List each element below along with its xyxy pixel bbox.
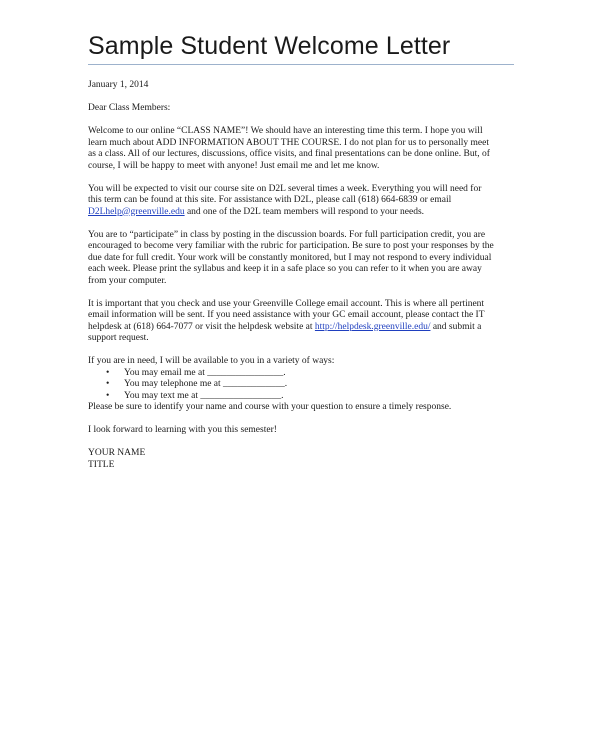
- closing-text: I look forward to learning with you this semester!: [88, 425, 277, 435]
- paragraph-line: [88, 322, 518, 334]
- paragraph-line: as a class. All of our lectures, discussions, office visits, and final presentations can be done online. But, of: [88, 149, 490, 159]
- paragraph-line: You are to “participate” in class by posting in the discussion boards. For full participation credit, you are: [88, 229, 486, 240]
- paragraph-welcome: [88, 126, 518, 172]
- letter-body: [88, 80, 518, 471]
- signature-title: TITLE: [88, 459, 115, 470]
- title-underline: [88, 64, 514, 65]
- paragraph-text: and submit a: [430, 321, 482, 332]
- paragraph-text: helpdesk at (618) 664-7077 or visit the helpdesk website at: [88, 321, 315, 332]
- list-item: [88, 379, 518, 391]
- paragraph-text: and one of the D2L team members will respond to your needs.: [184, 206, 425, 217]
- paragraph-line: course, I will be happy to meet with anyone! Just email me and let me know.: [88, 160, 380, 171]
- letter-date: [88, 80, 518, 92]
- paragraph-line: It is important that you check and use your Greenville College email account. This is where all pertinent: [88, 298, 485, 309]
- bullet-icon: •: [106, 367, 110, 378]
- list-item: [88, 391, 518, 403]
- paragraph-line: Welcome to our online “CLASS NAME”! We should have an interesting time this term. I hope you will: [88, 126, 483, 136]
- paragraph-d2l: [88, 184, 518, 219]
- paragraph-line: encouraged to become very familiar with the rubric for participation. Be sure to post your responses by the: [88, 241, 494, 251]
- paragraph-contact: [88, 356, 518, 414]
- paragraph-email: [88, 299, 518, 345]
- paragraph-line: [88, 207, 518, 219]
- salutation: [88, 103, 518, 115]
- paragraph-line: this term can be found at this site. For assistance with D2L, please call (618) 664-6839 or email: [88, 195, 452, 205]
- paragraph-line: email information will be sent. If you need assistance with your GC email account, please contact the IT: [88, 310, 485, 320]
- paragraph-participation: [88, 230, 518, 288]
- paragraph-line: due date for full credit. Your work will be constantly monitored, but I may not respond to every individual: [88, 252, 492, 263]
- salutation-text: Dear Class Members:: [88, 103, 171, 113]
- helpdesk-website-link[interactable]: http://helpdesk.greenville.edu/: [314, 321, 431, 332]
- paragraph-line: from your computer.: [88, 275, 167, 286]
- contact-list: [88, 368, 518, 403]
- d2l-help-email-link[interactable]: D2Lhelp@greenville.edu: [88, 206, 185, 217]
- date-text: January 1, 2014: [88, 80, 149, 90]
- paragraph-line: You will be expected to visit our course site on D2L several times a week. Everything you will need for: [88, 183, 482, 194]
- paragraph-line: each week. Please print the syllabus and keep it in a safe place so you can refer to it when you are away: [88, 264, 482, 274]
- paragraph-line: learn much about ADD INFORMATION ABOUT THE COURSE. I do not plan for us to personally meet: [88, 137, 489, 148]
- paragraph-line: support request.: [88, 333, 149, 343]
- signature-block: [88, 448, 518, 471]
- closing: [88, 425, 518, 437]
- contact-intro: If you are in need, I will be available to you in a variety of ways:: [88, 356, 335, 366]
- list-item-text: You may text me at _________________.: [124, 390, 284, 401]
- list-item: [88, 368, 518, 380]
- list-item-text: You may telephone me at _____________.: [124, 379, 288, 389]
- signature-name: YOUR NAME: [88, 448, 146, 458]
- document-title: Sample Student Welcome Letter: [88, 32, 451, 60]
- bullet-icon: •: [106, 390, 110, 401]
- contact-note: Please be sure to identify your name and course with your question to ensure a timely response.: [88, 402, 452, 412]
- list-item-text: You may email me at ________________.: [124, 367, 286, 378]
- bullet-icon: •: [106, 379, 110, 389]
